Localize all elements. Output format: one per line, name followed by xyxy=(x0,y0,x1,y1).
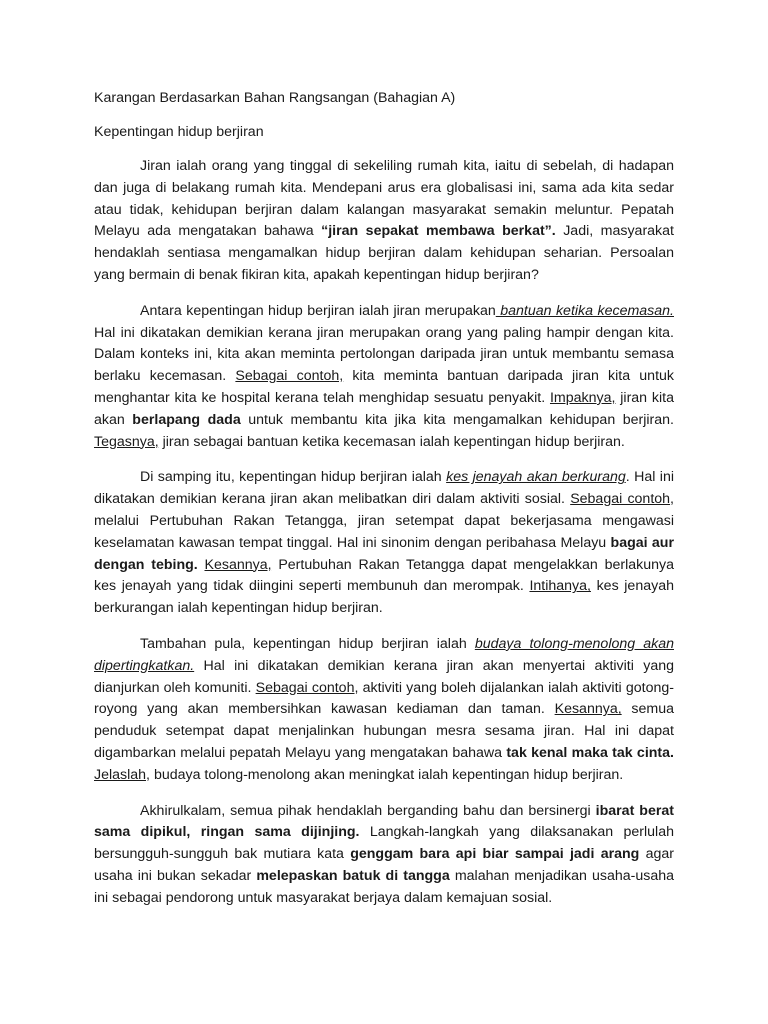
connector-underlined: Sebagai contoh xyxy=(570,491,671,508)
text-run: Pertubuhan Rakan Tetangga dapat mengelakkan berlakunya kes jenayah yang tidak diingini seperti membunuh dan merompak. xyxy=(94,556,674,595)
paragraph-point-1 xyxy=(94,301,674,454)
text-run: Akhirulkalam, semua pihak hendaklah berganding bahu dan bersinergi xyxy=(140,802,596,819)
connector-underlined: Jelaslah, xyxy=(94,766,150,783)
text-run: , melalui Pertubuhan Rakan Tetangga, jiran setempat dapat bekerjasama mengawasi keselamatan kawasan tempat tinggal. Hal ini sinonim dengan peribahasa Melayu xyxy=(94,491,674,551)
connector-underlined: Intihanya, xyxy=(529,578,591,595)
connector-underlined: Kesannya, xyxy=(554,701,622,718)
text-run: Hal ini dikatakan demikian kerana jiran merupakan orang yang paling hampir dengan kita. Dalam konteks ini, kita akan meminta pertolongan daripada jiran untuk membantu semasa berlaku kecemasan. xyxy=(94,324,674,385)
connector-underlined: Impaknya, xyxy=(549,389,616,406)
emphasis-bold: genggam bara api biar sampai jadi arang xyxy=(350,846,640,863)
text-run: jiran kita akan xyxy=(94,389,674,428)
text-run: budaya tolong-menolong akan meningkat ialah kepentingan hidup berjiran. xyxy=(150,766,624,783)
essay-subtitle: Kepentingan hidup berjiran xyxy=(94,124,264,140)
text-run: Jiran ialah orang yang tinggal di sekeliling rumah kita, iaitu di sebelah, di hadapan dan juga di belakang rumah kita. Mendepani arus era globalisasi ini, sama ada kita sedar atau tidak, kehidupan berjiran dalam kalangan masyarakat semakin meluntur. Pepatah Melayu ada mengatakan bahawa xyxy=(94,158,674,240)
key-point-underlined: budaya tolong-menolong akan dipertingkatkan. xyxy=(94,635,674,674)
text-run: Langkah-langkah yang dilaksanakan perlulah bersungguh-sungguh bak mutiara kata xyxy=(94,824,674,863)
key-point-underlined: kes jenayah akan berkurang xyxy=(446,469,626,486)
emphasis-bold: melepaskan batuk di tangga xyxy=(256,867,450,884)
connector-underlined: Sebagai contoh, xyxy=(235,368,344,385)
emphasis-bold: tak kenal maka tak cinta. xyxy=(506,744,674,761)
text-run: Antara kepentingan hidup berjiran ialah jiran merupakan xyxy=(140,302,496,319)
text-run: untuk membantu kita jika kita mengamalkan kehidupan berjiran. xyxy=(240,411,674,428)
text-run: kes jenayah berkurangan ialah kepentingan hidup berjiran. xyxy=(94,578,674,617)
text-run: kita meminta bantuan daripada jiran kita untuk menghantar kita ke hospital kerana telah menghidap sesuatu penyakit. xyxy=(94,368,674,406)
key-point-underlined: bantuan ketika kecemasan. xyxy=(495,302,674,319)
document-title: Karangan Berdasarkan Bahan Rangsangan (Bahagian A) xyxy=(94,90,456,106)
connector-underlined: Kesannya, xyxy=(204,556,272,573)
text-run: jiran sebagai bantuan ketika kecemasan ialah kepentingan hidup berjiran. xyxy=(158,433,625,450)
text-run: Di samping itu, kepentingan hidup berjiran ialah xyxy=(140,469,447,486)
text-run: agar usaha ini bukan sekadar xyxy=(94,846,674,884)
text-run: semua penduduk setempat dapat menjalinkan hubungan mesra sesama jiran. Hal ini dapat digambarkan melalui pepatah Melayu yang mengatakan bahawa xyxy=(94,701,675,761)
text-run: Jadi, masyarakat hendaklah sentiasa mengamalkan hidup berjiran dalam kehidupan seharian. Persoalan yang bermain di benak fikiran kita, apakah kepentingan hidup berjiran? xyxy=(94,223,674,283)
connector-underlined: Sebagai contoh, xyxy=(255,679,359,696)
text-run: Tambahan pula, kepentingan hidup berjiran ialah xyxy=(140,635,475,652)
paragraph-point-3 xyxy=(94,634,674,787)
paragraph-point-2 xyxy=(94,467,674,620)
text-run: aktiviti yang boleh dijalankan ialah aktiviti gotong-royong yang akan membersihkan kawasan kediaman dan taman. xyxy=(94,679,674,718)
emphasis-bold: berlapang dada xyxy=(132,411,241,428)
emphasis-bold: ibarat berat sama dipikul, ringan sama dijinjing. xyxy=(94,802,674,841)
paragraph-conclusion xyxy=(94,801,674,910)
connector-underlined: Tegasnya, xyxy=(94,433,159,450)
text-run xyxy=(198,557,205,573)
text-run: Hal ini dikatakan demikian kerana jiran akan menyertai aktiviti yang dianjurkan oleh komuniti. xyxy=(94,657,674,696)
paragraph-introduction xyxy=(94,156,674,287)
emphasis-bold: bagai aur dengan tebing. xyxy=(94,534,674,573)
emphasis-bold: “jiran sepakat membawa berkat”. xyxy=(321,223,556,240)
text-run: malahan menjadikan usaha-usaha ini sebagai pendorong untuk masyarakat berjaya dalam kemajuan sosial. xyxy=(94,867,675,906)
text-run: . Hal ini dikatakan demikian kerana jiran akan melibatkan diri dalam aktiviti sosial. xyxy=(94,469,675,508)
